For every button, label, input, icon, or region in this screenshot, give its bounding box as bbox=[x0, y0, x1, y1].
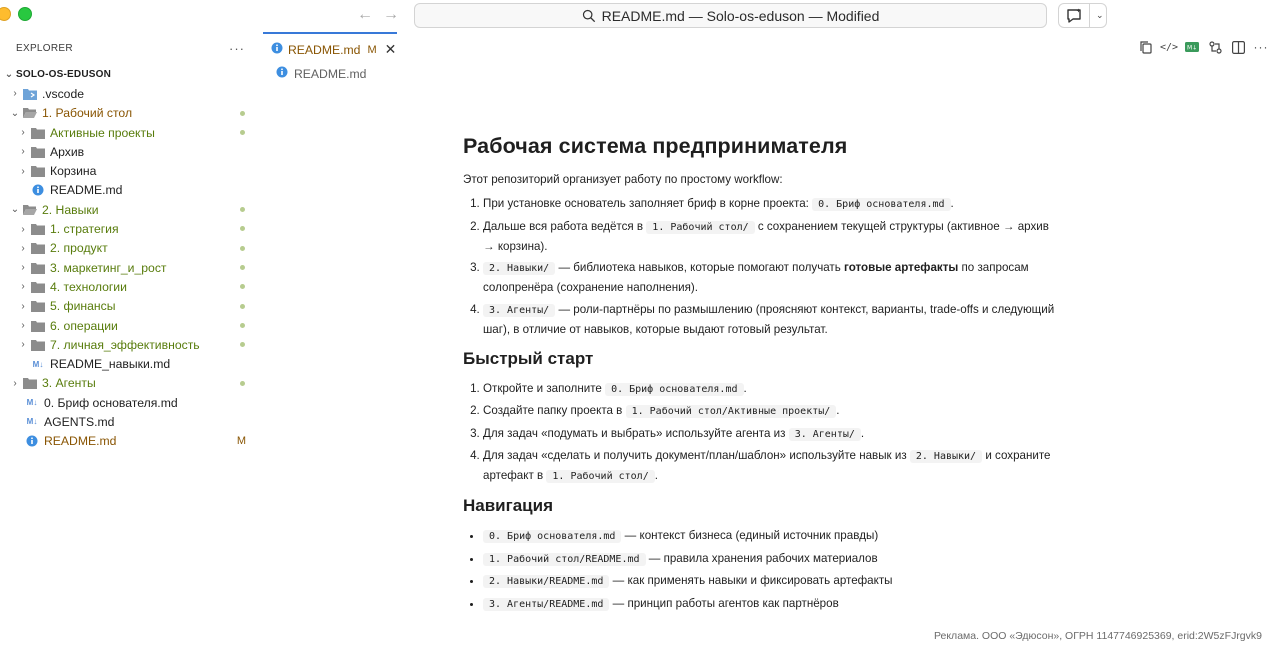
markdown-icon: M↓ bbox=[26, 398, 38, 408]
folder-icon bbox=[30, 261, 46, 275]
tree-item-label: Активные проекты bbox=[50, 125, 155, 140]
editor-tab-bar bbox=[253, 32, 1280, 65]
tree-item-skills-readme[interactable] bbox=[0, 354, 253, 373]
tree-item-operations[interactable] bbox=[0, 316, 253, 335]
tree-item-label: README.md bbox=[50, 183, 123, 198]
tree-item-label: AGENTS.md bbox=[44, 414, 115, 429]
chevron-right-icon: › bbox=[21, 223, 25, 235]
compare-changes-icon[interactable] bbox=[1208, 40, 1222, 54]
tree-item-label: 3. маркетинг_и_рост bbox=[50, 260, 167, 275]
folder-icon bbox=[30, 222, 46, 236]
tab-readme[interactable] bbox=[263, 32, 397, 65]
folder-icon bbox=[30, 126, 46, 140]
tree-item-label: Корзина bbox=[50, 164, 97, 179]
git-status-dot bbox=[240, 226, 245, 231]
list-item bbox=[483, 526, 1063, 546]
inline-code: 2. Навыки/ bbox=[910, 450, 982, 463]
chat-sparkle-icon bbox=[1065, 7, 1083, 25]
git-status-dot bbox=[240, 111, 245, 116]
tree-item-root-readme[interactable] bbox=[0, 432, 253, 451]
chevron-down-icon[interactable]: ⌄ bbox=[1096, 10, 1104, 20]
inline-code: 2. Навыки/README.md bbox=[483, 575, 609, 588]
chevron-right-icon: › bbox=[21, 242, 25, 254]
minimize-window-button[interactable] bbox=[0, 7, 11, 21]
title-bar bbox=[0, 0, 1280, 32]
tree-item-finance[interactable] bbox=[0, 297, 253, 316]
breadcrumb-file: README.md bbox=[294, 66, 367, 81]
git-status-dot bbox=[240, 342, 245, 347]
text: Дальше вся работа ведётся в bbox=[483, 219, 644, 233]
info-icon bbox=[24, 434, 40, 448]
chevron-down-icon: ⌄ bbox=[4, 69, 14, 81]
tree-item-marketing[interactable] bbox=[0, 258, 253, 277]
git-status-dot bbox=[240, 246, 245, 251]
git-status-dot bbox=[240, 381, 245, 386]
text: — принцип работы агентов как партнёров bbox=[612, 596, 839, 610]
explorer-header bbox=[0, 32, 253, 65]
text: — библиотека навыков, которые помогают получать bbox=[558, 261, 841, 274]
tree-item-label: 5. финансы bbox=[50, 299, 116, 314]
info-icon bbox=[276, 66, 288, 81]
folder-icon bbox=[30, 241, 46, 255]
bold-text: готовые артефакты bbox=[844, 261, 959, 274]
go-back-icon[interactable]: ← bbox=[357, 6, 373, 23]
chat-button[interactable] bbox=[1058, 3, 1107, 28]
ad-disclaimer: Реклама. ООО «Эдюсон», ОГРН 1147746925369, erid:2W5zFJrgvk9 bbox=[933, 630, 1262, 642]
list-item bbox=[483, 217, 1063, 256]
tree-item-tech[interactable] bbox=[0, 277, 253, 296]
tree-item-vscode[interactable] bbox=[0, 84, 253, 103]
explorer-title: EXPLORER bbox=[16, 43, 73, 54]
doc-intro: Этот репозиторий организует работу по простому workflow: bbox=[463, 173, 783, 186]
text: — как применять навыки и фиксировать артефакты bbox=[612, 574, 893, 587]
folder-icon bbox=[30, 280, 46, 294]
tab-modified-badge: M bbox=[367, 43, 377, 56]
folder-icon bbox=[30, 319, 46, 333]
tree-root[interactable] bbox=[0, 65, 253, 84]
list-item bbox=[483, 594, 1063, 614]
list-item bbox=[483, 446, 1063, 486]
go-forward-icon[interactable]: → bbox=[383, 6, 399, 23]
chevron-right-icon: › bbox=[21, 165, 25, 177]
text: — роли-партнёры по размышлению (проясняют контекст, варианты, trade-offs и следующий шаг), в отличие от навыков, которые выдают готовый результат. bbox=[483, 302, 1055, 336]
tree-item-skills-folder[interactable] bbox=[0, 200, 253, 219]
text: . bbox=[836, 404, 840, 417]
markdown-icon: M↓ bbox=[26, 417, 38, 427]
git-status-dot bbox=[240, 207, 245, 212]
chevron-right-icon: › bbox=[21, 262, 25, 274]
list-item bbox=[483, 258, 1063, 297]
git-status-dot bbox=[240, 304, 245, 309]
split-editor-icon[interactable] bbox=[1231, 40, 1245, 54]
tree-item-personal[interactable] bbox=[0, 335, 253, 354]
text: . bbox=[654, 469, 658, 482]
inline-code: 0. Бриф основателя.md bbox=[605, 383, 743, 396]
inline-code: 1. Рабочий стол/Активные проекты/ bbox=[626, 405, 837, 418]
breadcrumb[interactable] bbox=[276, 66, 366, 81]
zoom-window-button[interactable] bbox=[18, 7, 32, 21]
tree-item-label: .vscode bbox=[42, 86, 85, 101]
text: При установке основатель заполняет бриф в корне проекта: bbox=[483, 197, 809, 210]
more-actions-icon[interactable]: ··· bbox=[229, 41, 245, 56]
text: — правила хранения рабочих материалов bbox=[648, 551, 878, 565]
text: и сохраните артефакт в bbox=[483, 449, 1051, 482]
list-item bbox=[483, 379, 1063, 399]
tree-item-label: README.md bbox=[44, 434, 117, 449]
folder-icon bbox=[22, 376, 38, 390]
text: Создайте папку проекта в bbox=[483, 404, 623, 417]
tree-item-label: 1. Рабочий стол bbox=[42, 106, 133, 121]
folder-icon bbox=[30, 164, 46, 178]
list-item bbox=[483, 401, 1063, 421]
tree-item-trash[interactable] bbox=[0, 161, 253, 180]
chevron-down-icon: ⌄ bbox=[10, 204, 20, 216]
list-item bbox=[483, 424, 1063, 444]
git-status-dot bbox=[240, 323, 245, 328]
inline-code: 2. Навыки/ bbox=[483, 262, 555, 275]
tree-item-desk-readme[interactable] bbox=[0, 181, 253, 200]
inline-code: 3. Агенты/README.md bbox=[483, 598, 609, 611]
folder-open-icon bbox=[22, 106, 38, 120]
folder-open-icon bbox=[22, 203, 38, 217]
tree-item-label: 1. стратегия bbox=[50, 222, 119, 237]
vscode-folder-icon bbox=[22, 87, 38, 101]
tree-item-desk-folder[interactable] bbox=[0, 104, 253, 123]
chevron-right-icon: › bbox=[21, 300, 25, 312]
navigation-list bbox=[463, 526, 1063, 614]
folder-icon bbox=[30, 338, 46, 352]
command-center[interactable] bbox=[414, 3, 1047, 28]
tree-item-agents-folder[interactable] bbox=[0, 374, 253, 393]
text: Для задач «сделать и получить документ/план/шаблон» используйте навык из bbox=[483, 449, 907, 462]
list-item bbox=[483, 194, 1063, 214]
chevron-right-icon: › bbox=[21, 320, 25, 331]
folder-icon bbox=[30, 145, 46, 159]
git-status-dot bbox=[240, 130, 245, 135]
section-heading-navigation: Навигация bbox=[463, 496, 553, 515]
inline-code: 0. Бриф основателя.md bbox=[483, 530, 621, 543]
text: с сохранением текущей структуры (активное → архив → корзина). bbox=[483, 219, 1049, 253]
code-icon[interactable]: </> bbox=[1159, 41, 1179, 53]
tree-item-label: 6. операции bbox=[50, 318, 118, 333]
git-status-dot bbox=[240, 284, 245, 289]
chevron-right-icon: › bbox=[21, 127, 25, 139]
svg-text:M↓: M↓ bbox=[1187, 44, 1198, 52]
markdown-preview bbox=[463, 130, 1063, 616]
list-item bbox=[483, 549, 1063, 569]
inline-code: 3. Агенты/ bbox=[789, 428, 861, 441]
inline-code: 1. Рабочий стол/README.md bbox=[483, 553, 646, 566]
text: — контекст бизнеса (единый источник правды) bbox=[624, 529, 879, 542]
tree-item-founder-brief[interactable] bbox=[0, 393, 253, 412]
list-item bbox=[483, 571, 1063, 591]
text: . bbox=[860, 426, 865, 440]
chevron-right-icon: › bbox=[13, 88, 17, 100]
git-modified-badge: M bbox=[236, 435, 246, 448]
list-item bbox=[483, 300, 1063, 339]
chevron-right-icon: › bbox=[13, 377, 17, 389]
tree-item-label: 4. технологии bbox=[50, 279, 127, 294]
git-status-dot bbox=[240, 265, 245, 270]
tree-item-product[interactable] bbox=[0, 239, 253, 258]
tree-item-label: 0. Бриф основателя.md bbox=[44, 395, 178, 410]
tree-item-label: 7. личная_эффективность bbox=[50, 337, 200, 352]
inline-code: 0. Бриф основателя.md bbox=[812, 198, 950, 211]
window-title: README.md — Solo-os-eduson — Modified bbox=[601, 7, 880, 24]
chevron-right-icon: › bbox=[21, 281, 25, 293]
tree-item-active-projects[interactable] bbox=[0, 123, 253, 142]
tree-item-archive[interactable] bbox=[0, 142, 253, 161]
text: Откройте и заполните bbox=[483, 381, 602, 395]
root-folder-label: SOLO-OS-EDUSON bbox=[16, 69, 112, 81]
chevron-right-icon: › bbox=[21, 146, 25, 158]
inline-code: 3. Агенты/ bbox=[483, 304, 555, 317]
markdown-preview-icon[interactable] bbox=[1185, 40, 1199, 54]
tree-item-label: 3. Агенты bbox=[42, 376, 96, 391]
quickstart-list bbox=[463, 379, 1063, 487]
text: . bbox=[950, 197, 954, 210]
inline-code: 1. Рабочий стол/ bbox=[546, 470, 654, 483]
search-icon bbox=[582, 9, 596, 23]
tab-label: README.md bbox=[288, 42, 361, 57]
tree-item-strategy[interactable] bbox=[0, 219, 253, 238]
file-tree bbox=[0, 65, 253, 451]
tree-item-label: 2. Навыки bbox=[42, 202, 99, 217]
tree-item-agents-md[interactable] bbox=[0, 412, 253, 431]
divider bbox=[1089, 3, 1090, 28]
explorer-sidebar bbox=[0, 32, 253, 652]
text: по запросам солопренёра (сохранение наполнения). bbox=[483, 261, 1029, 294]
info-icon bbox=[271, 42, 283, 57]
more-actions-icon[interactable]: ··· bbox=[1253, 40, 1269, 54]
close-icon[interactable]: ✕ bbox=[384, 41, 397, 57]
chevron-down-icon: ⌄ bbox=[10, 107, 20, 119]
copy-icon[interactable] bbox=[1139, 40, 1153, 54]
chevron-right-icon: › bbox=[21, 339, 25, 351]
text: . bbox=[743, 381, 747, 395]
folder-icon bbox=[30, 299, 46, 313]
editor-toolbar bbox=[1139, 40, 1268, 54]
inline-code: 1. Рабочий стол/ bbox=[646, 221, 754, 234]
tree-item-label: Архив bbox=[50, 144, 85, 159]
workflow-list bbox=[463, 194, 1063, 339]
section-heading-quickstart: Быстрый старт bbox=[463, 348, 594, 368]
info-icon bbox=[30, 183, 46, 197]
text: Для задач «подумать и выбрать» используйте агента из bbox=[483, 426, 786, 440]
doc-title: Рабочая система предпринимателя bbox=[463, 134, 848, 158]
tree-item-label: README_навыки.md bbox=[50, 357, 171, 372]
tree-item-label: 2. продукт bbox=[50, 241, 108, 256]
markdown-icon: M↓ bbox=[32, 359, 44, 369]
